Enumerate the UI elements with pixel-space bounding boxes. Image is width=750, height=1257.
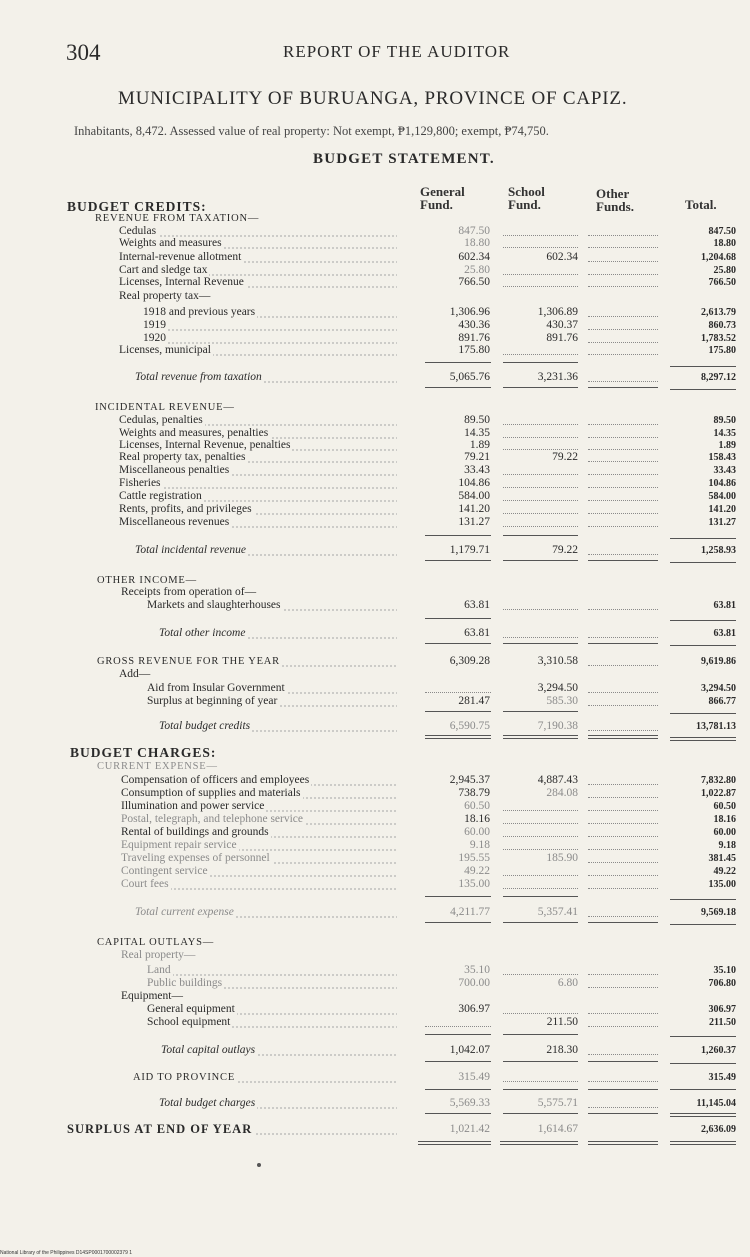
table-row: Real property tax— (119, 290, 211, 302)
table-row: 1918 and previous years 1,306.96 1,306.89 2,613.79 (143, 306, 736, 318)
table-row: General equipment 306.97 306.97 (147, 1003, 736, 1015)
section-incidental-revenue: INCIDENTAL REVENUE— (95, 402, 235, 413)
running-title: REPORT OF THE AUDITOR (283, 42, 511, 61)
table-row: Weights and measures, penalties 14.35 14.35 (119, 427, 736, 439)
ink-mark (257, 1163, 261, 1167)
table-row-total: Total revenue from taxation 5,065.76 3,231.36 8,297.12 (135, 371, 736, 383)
table-row: Cattle registration 584.00 584.00 (119, 490, 736, 502)
page-number: 304 (66, 40, 101, 65)
section-budget-charges: BUDGET CHARGES: (70, 745, 217, 760)
table-row: 1919 430.36 430.37 860.73 (143, 319, 736, 331)
municipality-title: MUNICIPALITY OF BURUANGA, PROVINCE OF CAPIZ. (118, 88, 628, 109)
table-row: Traveling expenses of personnel 195.55 185.90 381.45 (121, 852, 736, 864)
column-header-other-funds: Other Funds. (596, 186, 634, 214)
scan-footer: National Library of the Philippines D14SP0001700002379 1 (0, 1250, 133, 1256)
table-row: Postal, telegraph, and telephone service 18.16 18.16 (121, 813, 736, 825)
section-current-expense: CURRENT EXPENSE— (97, 761, 218, 772)
section-revenue-taxation: REVENUE FROM TAXATION— (95, 213, 260, 224)
table-row: Compensation of officers and employees 2,945.37 4,887.43 7,832.80 (121, 774, 736, 786)
table-row: Court fees 135.00 135.00 (121, 878, 736, 890)
table-row: GROSS REVENUE FOR THE YEAR 6,309.28 3,310.58 9,619.86 (97, 655, 736, 667)
table-row: Equipment— (121, 990, 183, 1002)
table-row: Licenses, Internal Revenue 766.50 766.50 (119, 276, 736, 288)
table-row: Markets and slaughterhouses 63.81 63.81 (147, 599, 736, 611)
table-row: Land 35.10 35.10 (147, 964, 736, 976)
table-row: Aid from Insular Government 3,294.50 3,294.50 (147, 682, 736, 694)
table-row: Add— (119, 668, 151, 680)
table-row-total: Total incidental revenue 1,179.71 79.22 1,258.93 (135, 544, 736, 556)
table-row: AID TO PROVINCE 315.49 315.49 (133, 1071, 736, 1083)
table-row: Licenses, municipal 175.80 175.80 (119, 344, 736, 356)
inhabitants-line: Inhabitants, 8,472. Assessed value of real property: Not exempt, ₱1,129,800; exempt, ₱74,750. (74, 124, 549, 138)
table-row: Miscellaneous revenues 131.27 131.27 (119, 516, 736, 528)
table-row-total: Total budget credits 6,590.75 7,190.38 13,781.13 (159, 720, 736, 732)
table-row: Real property tax, penalties 79.21 79.22 158.43 (119, 451, 736, 463)
table-row-total: Total other income 63.81 63.81 (159, 627, 736, 639)
table-row: Weights and measures 18.80 18.80 (119, 237, 736, 249)
table-row: Cedulas, penalties 89.50 89.50 (119, 414, 736, 426)
section-budget-credits: BUDGET CREDITS: (67, 199, 207, 214)
surplus-row: SURPLUS AT END OF YEAR 1,021.42 1,614.67 2,636.09 (67, 1122, 736, 1136)
table-row: Rents, profits, and privileges 141.20 141.20 (119, 503, 736, 515)
table-row: Contingent service 49.22 49.22 (121, 865, 736, 877)
table-row: Real property— (121, 949, 196, 961)
statement-title: BUDGET STATEMENT. (313, 151, 495, 167)
column-header-general-fund: General Fund. (420, 184, 465, 212)
table-row: Illumination and power service 60.50 60.50 (121, 800, 736, 812)
table-row: Consumption of supplies and materials 738.79 284.08 1,022.87 (121, 787, 736, 799)
table-row: Licenses, Internal Revenue, penalties 1.89 1.89 (119, 439, 736, 451)
column-header-total: Total. (685, 197, 717, 212)
column-header-school-fund: School Fund. (508, 184, 545, 212)
table-row: 1920 891.76 891.76 1,783.52 (143, 332, 736, 344)
table-row-total: Total current expense 4,211.77 5,357.41 9,569.18 (135, 906, 736, 918)
table-row: Miscellaneous penalties 33.43 33.43 (119, 464, 736, 476)
table-row: Surplus at beginning of year 281.47 585.30 866.77 (147, 695, 736, 707)
table-row: Receipts from operation of— (121, 586, 257, 598)
table-row: School equipment 211.50 211.50 (147, 1016, 736, 1028)
table-row-total: Total budget charges 5,569.33 5,575.71 11,145.04 (159, 1097, 736, 1109)
table-row: Rental of buildings and grounds 60.00 60.00 (121, 826, 736, 838)
table-row-total: Total capital outlays 1,042.07 218.30 1,260.37 (161, 1044, 736, 1056)
table-row: Public buildings 700.00 6.80 706.80 (147, 977, 736, 989)
table-row: Fisheries 104.86 104.86 (119, 477, 736, 489)
section-other-income: OTHER INCOME— (97, 575, 197, 586)
table-row: Cedulas 847.50 847.50 (119, 225, 736, 237)
table-row: Cart and sledge tax 25.80 25.80 (119, 264, 736, 276)
table-row: Equipment repair service 9.18 9.18 (121, 839, 736, 851)
section-capital-outlays: CAPITAL OUTLAYS— (97, 937, 215, 948)
table-row: Internal-revenue allotment 602.34 602.34 1,204.68 (119, 251, 736, 263)
